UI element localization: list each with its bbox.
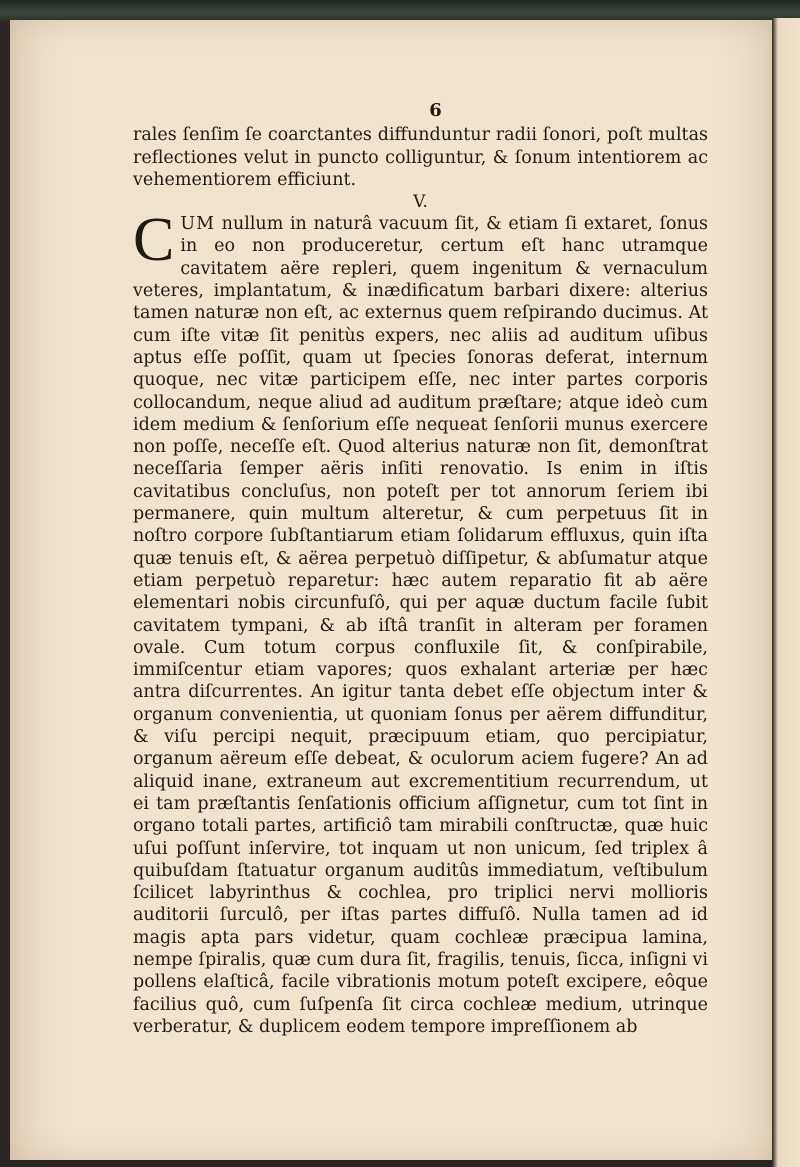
page-number: 6 bbox=[429, 100, 442, 121]
body-paragraph bbox=[133, 206, 708, 1038]
first-word-rest: UM bbox=[180, 214, 216, 235]
book-page bbox=[10, 20, 772, 1160]
page-stack-edge bbox=[772, 18, 800, 1167]
page-content bbox=[133, 100, 708, 1038]
drop-capital: C bbox=[133, 206, 175, 275]
body-text: nullum in naturâ vacuum ſit, & etiam ſi extaret, ſonus in eo non produceretur, certum eſt hanc utramque cavitatem aëre repleri, quem ingenitum & vernaculum veteres, implantatum, & inædificatum barbari dixere: alterius tamen naturæ non eſt, ac externus quem reſpirando ducimus. At cum iſte vitæ ſit penitùs expers, nec aliis ad auditum uſibus aptus eſſe poſſit, quam ut ſpecies ſonoras deferat, internum quoque, nec vitæ participem eſſe, nec inter partes corporis collocandum, neque aliud ad auditum præſtare; atque ideò cum idem medium & ſenſorium eſſe nequeat ſenſorii munus exercere non poſſe, neceſſe eſt. Quod alterius naturæ non ſit, demonſtrat neceſſaria ſemper aëris inſiti renovatio. Is enim in iſtis cavitatibus concluſus, non poteſt per tot annorum ſeriem ibi permanere, quin multum alteretur, & cum perpetuus ſit in noſtro corpore ſubſtantiarum etiam ſolidarum effluxus, quin iſta quæ tenuis eſt, & aërea perpetuò diſſipetur, & abſumatur atque etiam perpetuò reparetur: hæc autem reparatio fit ab aëre elementari nobis circunfuſô, qui per aquæ ductum facile ſubit cavitatem tympani, & ab iſtâ tranſit in alteram per foramen ovale. Cum totum corpus confluxile ſit, & conſpirabile, immiſcentur etiam vapores; quos exhalant arteriæ per hæc antra diſcurrentes. An igitur tanta debet eſſe objectum inter & organum convenientia, ut quoniam ſonus per aërem diffunditur, & viſu percipi nequit, præcipuum etiam, quo percipiatur, organum aëreum eſſe debeat, & oculorum aciem fugere? An ad aliquid inane, extraneum aut excrementitium recurrendum, ut ei tam præſtantis ſenſationis officium aſſignetur, cum tot ſint in organo totali partes, artificiô tam mirabili conſtructæ, quæ huic uſui poſſunt inſervire, tot inquam ut non unicum, ſed triplex â quibuſdam ſtatuatur organum auditûs immediatum, veſtibulum ſcilicet labyrinthus & cochlea, pro triplici nervi mollioris auditorii ſurculô, per iſtas partes diffuſô. Nulla tamen ad id magis apta pars videtur, quam cochleæ præcipua lamina, nempe ſpiralis, quæ cum dura ſit, fragilis, tenuis, ſicca, inſigni vi pollens elaſticâ, facile vibrationis motum poteſt excipere, eôque facilius quô, cum ſuſpenſa ſit circa cochleæ medium, utrinque verberatur, & duplicem eodem tempore impreſſionem ab bbox=[133, 214, 708, 1037]
book-binding-top bbox=[0, 0, 800, 22]
section-number: V. bbox=[413, 192, 428, 213]
intro-paragraph: rales ſenſim ſe coarctantes diffunduntur radii ſonori, poſt multas reflectiones velut in puncto colliguntur, & ſonum intentiorem ac vehementiorem efficiunt. bbox=[133, 125, 708, 190]
